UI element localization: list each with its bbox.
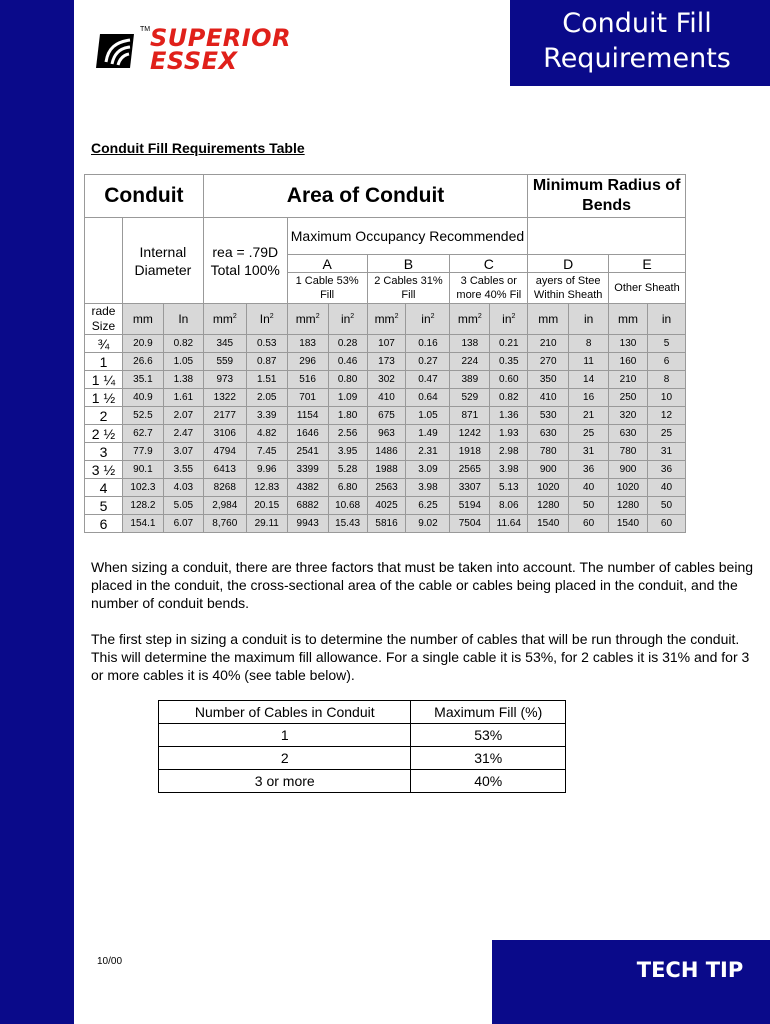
desc-e: Other Sheath [609, 273, 686, 304]
table-cell: 8,760 [203, 515, 246, 533]
unit-cell [367, 304, 406, 335]
paragraph-sizing-factors: When sizing a conduit, there are three factors that must be taken into account. The number of cables being placed in the conduit, the cross-sectional area of the cable or cables being placed in the conduit, and the number of conduit bends. [91, 559, 754, 611]
trade-size-cell: 1 [85, 353, 123, 371]
table-cell: 2.05 [246, 389, 287, 407]
table-cell: 270 [528, 353, 569, 371]
unit-label: mm [212, 312, 233, 326]
page-title [520, 6, 754, 76]
table-cell: 3.98 [406, 479, 450, 497]
table-cell: 3.07 [163, 443, 203, 461]
unit-cell [569, 304, 609, 335]
table-cell: 780 [609, 443, 648, 461]
unit-label: mm [132, 312, 153, 326]
table-cell: 0.16 [406, 335, 450, 353]
table-cell: 0.60 [490, 371, 528, 389]
column-e: E [609, 255, 686, 273]
fill-row [159, 724, 566, 747]
table-cell: 0.80 [328, 371, 367, 389]
unit-superscript: 2 [315, 313, 320, 320]
footer-band [492, 940, 770, 1024]
table-cell: 350 [528, 371, 569, 389]
table-cell: 5 [647, 335, 685, 353]
table-cell: 10.68 [328, 497, 367, 515]
logo-mark-icon [94, 28, 138, 74]
table-cell: 2.07 [163, 407, 203, 425]
table-cell: 2,984 [203, 497, 246, 515]
table-cell: 900 [609, 461, 648, 479]
table-cell: 11 [569, 353, 609, 371]
table-cell: 1242 [450, 425, 490, 443]
table-cell: 1.05 [163, 353, 203, 371]
unit-cell [328, 304, 367, 335]
unit-label: mm [457, 312, 478, 326]
table-cell: 7504 [450, 515, 490, 533]
table-cell: 250 [609, 389, 648, 407]
table-cell: 12 [647, 407, 685, 425]
table-cell: 1918 [450, 443, 490, 461]
table-cell: 5816 [367, 515, 406, 533]
table-cell: 302 [367, 371, 406, 389]
table-cell: 3399 [287, 461, 328, 479]
table-cell: 559 [203, 353, 246, 371]
table-cell: 6.07 [163, 515, 203, 533]
maximum-fill-table [158, 700, 566, 793]
table-cell: 529 [450, 389, 490, 407]
desc-c: 3 Cables or more 40% Fil [450, 273, 528, 304]
column-b: B [367, 255, 450, 273]
table-cell: 50 [647, 497, 685, 515]
tech-tip-label: TECH TIP [636, 958, 744, 982]
unit-superscript: 2 [269, 313, 274, 320]
table-cell: 4794 [203, 443, 246, 461]
table-cell: 224 [450, 353, 490, 371]
table-cell: 20.9 [122, 335, 163, 353]
table-cell: 36 [569, 461, 609, 479]
table-cell: 410 [367, 389, 406, 407]
table-cell: 2541 [287, 443, 328, 461]
table-cell: 5.05 [163, 497, 203, 515]
unit-label: mm [618, 312, 638, 326]
table-row [85, 479, 686, 497]
table-body [85, 335, 686, 533]
table-cell: 9.02 [406, 515, 450, 533]
unit-label: mm [538, 312, 559, 326]
table-cell: 7.45 [246, 443, 287, 461]
table-cell: 6.80 [328, 479, 367, 497]
table-cell: 1280 [609, 497, 648, 515]
table-row [85, 407, 686, 425]
table-cell: 26.6 [122, 353, 163, 371]
table-cell: 0.82 [163, 335, 203, 353]
unit-superscript: 2 [511, 313, 516, 320]
logo-line-2: ESSEX [150, 47, 238, 75]
table-cell: 2563 [367, 479, 406, 497]
table-cell: 21 [569, 407, 609, 425]
table-cell: 2.56 [328, 425, 367, 443]
fill-cell: 1 [159, 724, 411, 747]
table-cell: 5.28 [328, 461, 367, 479]
table-cell: 0.82 [490, 389, 528, 407]
table-cell: 1020 [528, 479, 569, 497]
column-a: A [287, 255, 367, 273]
table-cell: 0.27 [406, 353, 450, 371]
table-cell: 20.15 [246, 497, 287, 515]
table-cell: 1020 [609, 479, 648, 497]
table-cell: 60 [569, 515, 609, 533]
table-cell: 173 [367, 353, 406, 371]
fill-table-header [159, 701, 566, 724]
trade-size-cell: 1 ½ [85, 389, 123, 407]
unit-cell [450, 304, 490, 335]
table-cell: 0.28 [328, 335, 367, 353]
unit-label: mm [374, 312, 395, 326]
fill-row [159, 747, 566, 770]
table-row [85, 371, 686, 389]
table-cell: 154.1 [122, 515, 163, 533]
table-cell: 2565 [450, 461, 490, 479]
table-cell: 107 [367, 335, 406, 353]
unit-label: In [178, 312, 189, 326]
table-cell: 2.98 [490, 443, 528, 461]
table-cell: 1.93 [490, 425, 528, 443]
table-cell: 6413 [203, 461, 246, 479]
table-cell: 210 [528, 335, 569, 353]
unit-cell [287, 304, 328, 335]
table-cell: 1.36 [490, 407, 528, 425]
table-cell: 780 [528, 443, 569, 461]
table-cell: 675 [367, 407, 406, 425]
table-row [85, 353, 686, 371]
table-cell: 50 [569, 497, 609, 515]
table-cell: 2.31 [406, 443, 450, 461]
table-cell: 1.61 [163, 389, 203, 407]
header-conduit: Conduit [85, 175, 204, 218]
unit-label: in [583, 312, 594, 326]
trade-size-cell: 6 [85, 515, 123, 533]
table-cell: 410 [528, 389, 569, 407]
desc-d: ayers of Stee Within Sheath [528, 273, 609, 304]
header-area-of-conduit: Area of Conduit [203, 175, 527, 218]
table-cell: 3307 [450, 479, 490, 497]
table-cell: 2177 [203, 407, 246, 425]
table-cell: 15.43 [328, 515, 367, 533]
table-cell: 389 [450, 371, 490, 389]
header-area-total: rea = .79D Total 100% [203, 218, 287, 304]
table-cell: 11.64 [490, 515, 528, 533]
table-cell: 1.09 [328, 389, 367, 407]
header-internal-diameter: Internal Diameter [122, 218, 203, 304]
trade-size-cell: 3 [85, 443, 123, 461]
table-cell: 1486 [367, 443, 406, 461]
unit-cell [490, 304, 528, 335]
table-cell: 16 [569, 389, 609, 407]
paragraph-first-step: The first step in sizing a conduit is to determine the number of cables that will be run through the conduit. This will determine the maximum fill allowance. For a single cable it is 53%, for 2 cables it is 31% and for 3 or more cables it is 40% (see table below). [91, 631, 750, 683]
table-cell: 29.11 [246, 515, 287, 533]
table-cell: 630 [609, 425, 648, 443]
table-cell: 12.83 [246, 479, 287, 497]
table-cell: 6 [647, 353, 685, 371]
table-cell: 3.39 [246, 407, 287, 425]
table-cell: 0.47 [406, 371, 450, 389]
header-trade-size: rade Size [85, 304, 123, 335]
table-cell: 31 [647, 443, 685, 461]
table-cell: 2.47 [163, 425, 203, 443]
table-cell: 1646 [287, 425, 328, 443]
unit-cell [163, 304, 203, 335]
table-cell: 60 [647, 515, 685, 533]
fill-cell: 53% [411, 724, 566, 747]
fill-cell: 3 or more [159, 770, 411, 793]
table-cell: 1540 [609, 515, 648, 533]
table-title: Conduit Fill Requirements Table [91, 140, 305, 156]
table-cell: 1322 [203, 389, 246, 407]
table-cell: 0.87 [246, 353, 287, 371]
unit-superscript: 2 [232, 313, 237, 320]
table-cell: 530 [528, 407, 569, 425]
table-row [85, 335, 686, 353]
table-cell: 160 [609, 353, 648, 371]
fill-cell: 31% [411, 747, 566, 770]
trade-size-cell: ¾ [85, 335, 123, 353]
fill-cell: 40% [411, 770, 566, 793]
trade-size-cell: 1 ¼ [85, 371, 123, 389]
table-cell: 77.9 [122, 443, 163, 461]
logo-line-1: SUPERIOR [150, 24, 292, 52]
title-line-2: Requirements [543, 43, 731, 74]
trade-size-cell: 2 [85, 407, 123, 425]
units-row [85, 304, 686, 335]
table-row [85, 515, 686, 533]
table-row [85, 425, 686, 443]
unit-superscript: 2 [477, 313, 482, 320]
unit-superscript: 2 [430, 313, 435, 320]
unit-cell [246, 304, 287, 335]
table-cell: 210 [609, 371, 648, 389]
desc-a: 1 Cable 53% Fill [287, 273, 367, 304]
table-cell: 1.80 [328, 407, 367, 425]
desc-b: 2 Cables 31% Fill [367, 273, 450, 304]
table-cell: 516 [287, 371, 328, 389]
unit-superscript: 2 [350, 313, 355, 320]
table-cell: 8 [569, 335, 609, 353]
table-cell: 31 [569, 443, 609, 461]
table-cell: 5.13 [490, 479, 528, 497]
table-cell: 9.96 [246, 461, 287, 479]
superior-essex-logo [94, 24, 334, 76]
table-cell: 0.35 [490, 353, 528, 371]
table-cell: 25 [647, 425, 685, 443]
table-cell: 1.05 [406, 407, 450, 425]
unit-label: mm [295, 312, 316, 326]
table-cell: 128.2 [122, 497, 163, 515]
radius-blank [528, 218, 686, 255]
table-cell: 1988 [367, 461, 406, 479]
title-line-1: Conduit Fill [562, 8, 712, 39]
table-cell: 3.98 [490, 461, 528, 479]
conduit-fill-table [84, 174, 686, 533]
fill-header-cables: Number of Cables in Conduit [159, 701, 411, 724]
header-minimum-radius: Minimum Radius of Bends [528, 175, 686, 218]
table-cell: 102.3 [122, 479, 163, 497]
table-cell: 8 [647, 371, 685, 389]
table-cell: 138 [450, 335, 490, 353]
unit-cell [609, 304, 648, 335]
table-cell: 296 [287, 353, 328, 371]
trademark-mark: TM [140, 26, 151, 33]
unit-cell [647, 304, 685, 335]
table-cell: 4025 [367, 497, 406, 515]
table-cell: 90.1 [122, 461, 163, 479]
table-cell: 973 [203, 371, 246, 389]
table-cell: 1280 [528, 497, 569, 515]
table-cell: 345 [203, 335, 246, 353]
table-cell: 4382 [287, 479, 328, 497]
fill-row [159, 770, 566, 793]
table-cell: 1.38 [163, 371, 203, 389]
table-cell: 3.95 [328, 443, 367, 461]
unit-label: In [259, 312, 270, 326]
table-cell: 0.64 [406, 389, 450, 407]
table-cell: 5194 [450, 497, 490, 515]
unit-label: in [340, 312, 351, 326]
table-cell: 3106 [203, 425, 246, 443]
table-cell: 10 [647, 389, 685, 407]
table-cell: 8.06 [490, 497, 528, 515]
table-cell: 36 [647, 461, 685, 479]
table-cell: 9943 [287, 515, 328, 533]
header-maximum-occupancy: Maximum Occupancy Recommended [287, 218, 528, 255]
table-cell: 320 [609, 407, 648, 425]
unit-label: in [421, 312, 431, 326]
unit-superscript: 2 [394, 313, 399, 320]
table-cell: 40 [569, 479, 609, 497]
table-cell: 40.9 [122, 389, 163, 407]
table-cell: 3.55 [163, 461, 203, 479]
unit-cell [122, 304, 163, 335]
table-cell: 871 [450, 407, 490, 425]
table-cell: 1540 [528, 515, 569, 533]
table-row [85, 497, 686, 515]
table-cell: 40 [647, 479, 685, 497]
trade-size-cell: 5 [85, 497, 123, 515]
table-cell: 62.7 [122, 425, 163, 443]
table-cell: 6.25 [406, 497, 450, 515]
table-cell: 900 [528, 461, 569, 479]
table-cell: 1.49 [406, 425, 450, 443]
fill-header-max: Maximum Fill (%) [411, 701, 566, 724]
table-cell: 8268 [203, 479, 246, 497]
table-cell: 35.1 [122, 371, 163, 389]
table-cell: 963 [367, 425, 406, 443]
table-cell: 52.5 [122, 407, 163, 425]
table-cell: 14 [569, 371, 609, 389]
left-sidebar-band [0, 0, 74, 1024]
table-cell: 630 [528, 425, 569, 443]
table-row [85, 443, 686, 461]
trade-size-cell: 2 ½ [85, 425, 123, 443]
trade-size-cell: 3 ½ [85, 461, 123, 479]
table-row [85, 461, 686, 479]
table-cell: 0.21 [490, 335, 528, 353]
unit-label: in [502, 312, 512, 326]
table-cell: 1154 [287, 407, 328, 425]
table-cell: 1.51 [246, 371, 287, 389]
table-cell: 25 [569, 425, 609, 443]
table-cell: 701 [287, 389, 328, 407]
revision-date: 10/00 [97, 956, 123, 967]
unit-cell [203, 304, 246, 335]
table-cell: 0.53 [246, 335, 287, 353]
table-cell: 183 [287, 335, 328, 353]
fill-cell: 2 [159, 747, 411, 770]
table-cell: 130 [609, 335, 648, 353]
column-d: D [528, 255, 609, 273]
table-cell: 4.03 [163, 479, 203, 497]
table-cell: 6882 [287, 497, 328, 515]
unit-label: in [661, 312, 672, 326]
trade-size-blank [85, 218, 123, 304]
table-cell: 3.09 [406, 461, 450, 479]
table-cell: 0.46 [328, 353, 367, 371]
unit-cell [528, 304, 569, 335]
table-row [85, 389, 686, 407]
trade-size-cell: 4 [85, 479, 123, 497]
column-c: C [450, 255, 528, 273]
unit-cell [406, 304, 450, 335]
table-cell: 4.82 [246, 425, 287, 443]
